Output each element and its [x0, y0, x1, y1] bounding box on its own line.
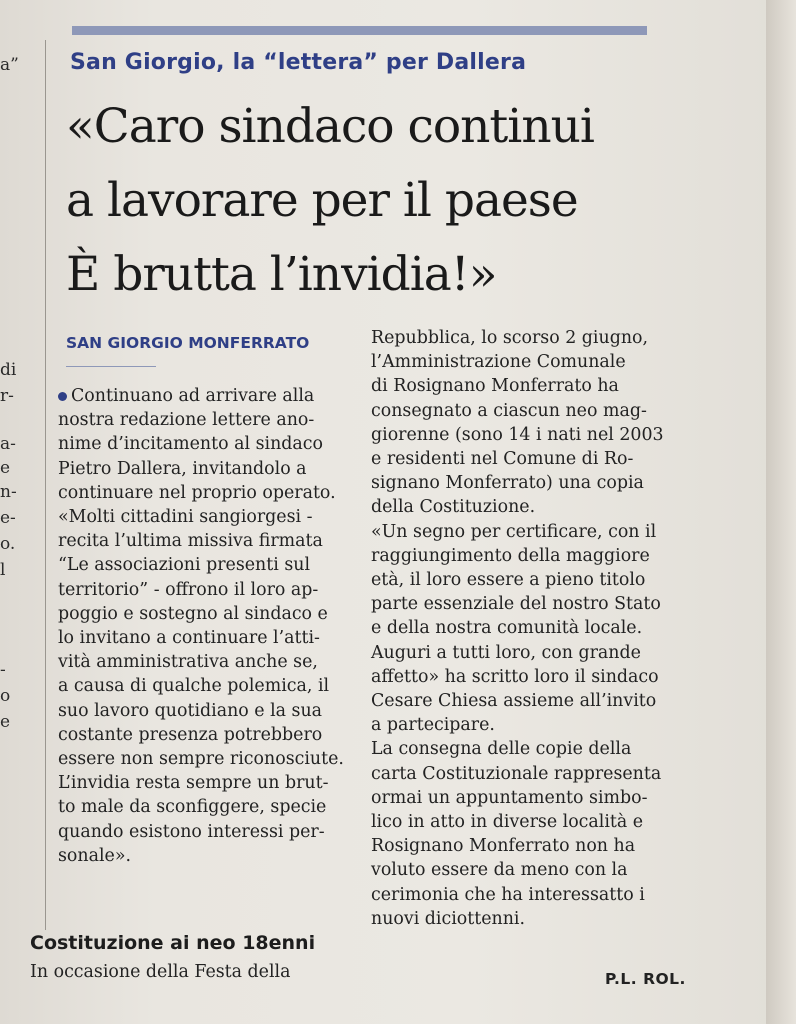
- section-subhead: Costituzione ai neo 18enni: [30, 932, 316, 954]
- body-line: “Le associazioni presenti sul: [58, 555, 311, 576]
- section-color-bar: [72, 26, 647, 35]
- body-line: lo invitano a continuare l’atti-: [58, 628, 320, 649]
- headline-line: a lavorare per il paese: [66, 173, 578, 228]
- right-text-column: [371, 326, 701, 931]
- author-signature: P.L. ROL.: [605, 970, 686, 988]
- body-line: recita l’ultima missiva firmata: [58, 531, 323, 552]
- body-line: nime d’incitamento al sindaco: [58, 434, 323, 455]
- headline-line: È brutta l’invidia!»: [66, 247, 497, 302]
- body-line: età, il loro essere a pieno titolo: [371, 570, 646, 591]
- body-line: l’Amministrazione Comunale: [371, 352, 626, 373]
- body-line: to male da sconfiggere, specie: [58, 797, 327, 818]
- body-line: territorio” - offrono il loro ap-: [58, 579, 319, 600]
- adjacent-column-fragment: e-: [0, 508, 16, 528]
- body-line: a partecipare.: [371, 715, 495, 736]
- adjacent-column-fragment: o: [0, 686, 11, 706]
- adjacent-column-fragment: a-: [0, 434, 16, 454]
- body-line: nuovi diciottenni.: [371, 908, 526, 929]
- adjacent-column-fragment: l: [0, 560, 6, 580]
- body-line: sonale».: [58, 845, 131, 866]
- adjacent-column-fragment: o.: [0, 534, 16, 554]
- headline-line: «Caro sindaco continui: [66, 99, 594, 154]
- adjacent-column-fragment: -: [0, 660, 6, 680]
- page-edge: [766, 0, 796, 1024]
- article-dateline: SAN GIORGIO MONFERRATO: [66, 334, 310, 352]
- adjacent-column-fragment: n-: [0, 482, 17, 502]
- body-line: poggio e sostegno al sindaco e: [58, 603, 328, 624]
- body-line: affetto» ha scritto loro il sindaco: [371, 666, 659, 687]
- dateline-underline: [66, 366, 156, 367]
- body-line: nostra redazione lettere ano-: [58, 410, 315, 431]
- adjacent-column-fragment: a”: [0, 55, 19, 75]
- body-line: e della nostra comunità locale.: [371, 618, 643, 639]
- body-line: L’invidia resta sempre un brut-: [58, 773, 329, 794]
- body-line: Cesare Chiesa assieme all’invito: [371, 691, 657, 712]
- adjacent-column-fragment: di: [0, 360, 17, 380]
- body-line: essere non sempre riconosciute.: [58, 749, 344, 770]
- left-text-column: [58, 384, 358, 868]
- article-headline: [66, 90, 766, 312]
- subhead-body-line: In occasione della Festa della: [30, 962, 291, 982]
- adjacent-column-fragment: e: [0, 458, 11, 478]
- body-line: e residenti nel Comune di Ro-: [371, 449, 634, 470]
- body-line: raggiungimento della maggiore: [371, 545, 650, 566]
- article-kicker: San Giorgio, la “lettera” per Dallera: [70, 50, 527, 75]
- body-line: continuare nel proprio operato.: [58, 482, 336, 503]
- body-line: consegnato a ciascun neo mag-: [371, 400, 647, 421]
- body-line: Auguri a tutti loro, con grande: [371, 642, 641, 663]
- adjacent-column-fragment: r-: [0, 386, 14, 406]
- body-line: Repubblica, lo scorso 2 giugno,: [371, 328, 649, 348]
- body-line: Rosignano Monferrato non ha: [371, 836, 636, 857]
- adjacent-column-fragment: e: [0, 712, 11, 732]
- body-line: cerimonia che ha interessatto i: [371, 884, 645, 905]
- body-line: costante presenza potrebbero: [58, 724, 323, 745]
- body-line: vità amministrativa anche se,: [58, 652, 318, 673]
- body-line: «Un segno per certificare, con il: [371, 521, 657, 542]
- body-line: lico in atto in diverse località e: [371, 812, 644, 833]
- body-line: suo lavoro quotidiano e la sua: [58, 700, 323, 721]
- body-line: ormai un appuntamento simbo-: [371, 787, 648, 808]
- body-line: carta Costituzionale rappresenta: [371, 763, 662, 784]
- column-divider: [45, 40, 46, 930]
- body-line: voluto essere da meno con la: [371, 860, 628, 881]
- body-line: giorenne (sono 14 i nati nel 2003: [371, 424, 664, 445]
- body-line: Pietro Dallera, invitandolo a: [58, 458, 307, 479]
- body-line: Continuano ad arrivare alla: [71, 386, 315, 406]
- body-line: a causa di qualche polemica, il: [58, 676, 330, 697]
- body-line: quando esistono interessi per-: [58, 821, 325, 842]
- bullet-icon: [58, 392, 67, 401]
- body-line: signano Monferrato) una copia: [371, 473, 644, 494]
- body-line: «Molti cittadini sangiorgesi -: [58, 507, 313, 528]
- body-line: parte essenziale del nostro Stato: [371, 594, 661, 615]
- body-line: della Costituzione.: [371, 497, 536, 518]
- body-line: di Rosignano Monferrato ha: [371, 376, 619, 397]
- body-line: La consegna delle copie della: [371, 739, 632, 760]
